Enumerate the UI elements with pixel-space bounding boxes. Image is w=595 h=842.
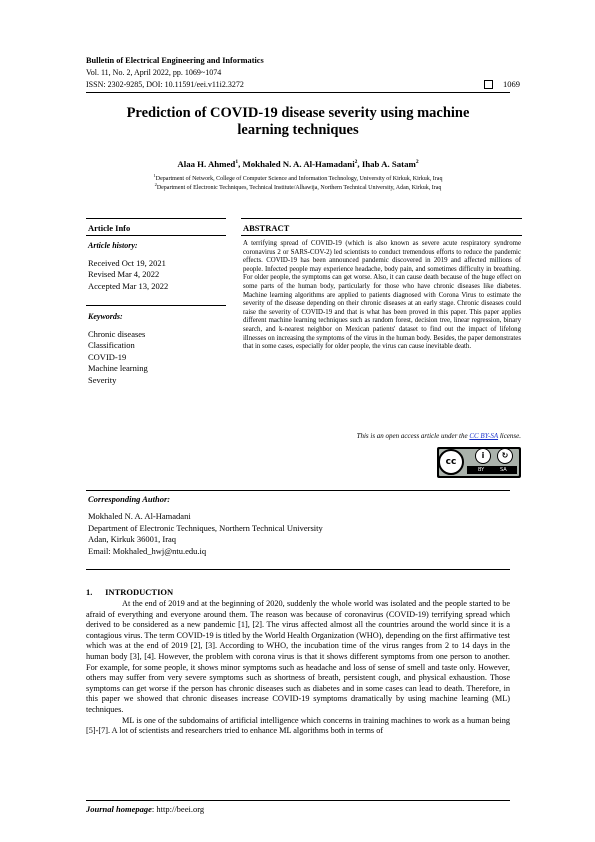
affiliation-2 <box>86 182 510 191</box>
attribution-icon: i <box>475 448 491 464</box>
received-date: Received Oct 19, 2021 <box>88 257 166 268</box>
affiliation-1 <box>86 173 510 182</box>
keyword: Classification <box>88 340 135 350</box>
keyword: Machine learning <box>88 363 148 373</box>
revised-date: Revised Mar 4, 2022 <box>88 269 160 279</box>
corresponding-dept: Department of Electronic Techniques, Northern Technical University <box>88 522 323 533</box>
issn-doi: ISSN: 2302-9285, DOI: 10.11591/eei.v11i2.3272 <box>86 80 244 89</box>
abstract-heading: ABSTRACT <box>243 223 290 233</box>
keywords-rule <box>86 305 226 306</box>
keyword: COVID-19 <box>88 351 127 362</box>
keyword: Severity <box>88 374 117 385</box>
title-line-1: Prediction of COVID-19 disease severity using machine <box>126 105 470 121</box>
corresponding-block <box>88 511 323 557</box>
corresponding-name: Mokhaled N. A. Al-Hamadani <box>88 511 191 521</box>
author-sup: 1 <box>235 159 239 166</box>
corresponding-heading: Corresponding Author: <box>88 494 171 504</box>
abstract-bottom-rule <box>86 490 510 491</box>
cc-by-sa-link[interactable]: CC BY-SA <box>469 432 499 440</box>
paper-title <box>86 105 510 139</box>
aff-text: Department of Network, College of Computer Science and Information Technology, University of Kirkuk, Kirkuk, Iraq <box>155 176 443 182</box>
volume-info: Vol. 11, No. 2, April 2022, pp. 1069~1074 <box>86 68 222 77</box>
keyword: Chronic diseases <box>88 328 146 339</box>
corresponding-rule <box>86 569 510 570</box>
abstract-text: A terrifying spread of COVID-19 (which is also known as severe acute respiratory syndrome coronavirus 2 or SARS-COV-2) led scientists to conduct tremendous efforts to reduce the pandemic effects. COVID-19 has been announced pandemic discovered in 2019 and affected millions of people. Infected people may experience headache, body pain, and sometimes difficulty in breathing. For older people, the symptoms can get worse. Also, it can cause death because of the huge effect on some parts of the human body, particularly for those who have chronic diseases like diabetes. Machine learning algorithms are applied to patients diagnosed with Corona Virus to estimate the severity of the disease depending on their chronic diseases at an early stage. Chronic diseases could raise the severity of COVID-19 and that is what has been proved in this paper. This paper applies different machine learning techniques such as random forest, decision tree, linear regression, binary search, and k-nearest neighbor on Mexican patients' dataset to find out the impact of lifelong illnesses on increasing the symptoms of the virus in the human body. Besides, the paper demonstrates that in some cases, especially for older people, the virus can cause inevitable death. <box>243 240 522 351</box>
footer-url[interactable]: : http://beei.org <box>151 804 205 814</box>
article-info-heading: Article Info <box>88 223 131 233</box>
intro-paragraph-2: ML is one of the subdomains of artificial intelligence which concerns in training machines to work as a human being [5]-[7]. A lot of scientists and researchers tried to enhance ML algorithms both in terms of <box>86 715 510 736</box>
abstract-rule <box>241 235 522 236</box>
article-info-rule <box>86 235 226 236</box>
sa-label: SA <box>500 467 507 473</box>
cc-license-badge[interactable] <box>437 447 521 478</box>
page-number: 1069 <box>503 79 520 89</box>
by-label: BY <box>478 467 485 473</box>
author-name: Alaa H. Ahmed <box>177 159 236 169</box>
oa-text-end: license. <box>498 432 521 440</box>
abstract-top-rule <box>241 218 522 219</box>
keywords-block <box>88 311 228 386</box>
journal-name: Bulletin of Electrical Engineering and Informatics <box>86 56 264 65</box>
aff-sup: 1 <box>153 173 156 178</box>
author-sup: 2 <box>415 159 419 166</box>
accepted-date: Accepted Mar 13, 2022 <box>88 280 169 291</box>
author-name: Mokhaled N. A. Al-Hamadani <box>242 159 355 169</box>
introduction-body <box>86 599 510 737</box>
badge-label-bar <box>467 466 517 474</box>
aff-text: Department of Electronic Techniques, Technical Institute/Alhawija, Northern Technical University, Adan, Kirkuk, Iraq <box>156 185 442 191</box>
intro-paragraph-1: At the end of 2019 and at the beginning of 2020, suddenly the whole world was isolated and the people started to be afraid of everything and everyone around them. The reason was because of coronavirus (COVID-19) terrifying spread which derived to be considered as a new pandemic [1], [2]. The virus affected almost all the countries around the world since it is a contagious virus. The term COVID-19 is titled by the World Health Organization (WHO), depending on the first affirmative test which was at the end of 2019 [2], [3]. According to WHO, the incubation time of the virus ranges from 2 to 14 days in the human body [3], [4]. However, the problem with corona virus is that it shows different symptoms from one person to another. For example, for some people, it shows minor symptoms such as headache and loss of sense of smell and taste only. However, others may suffer from very severe symptoms such as shortness of breath, persistent cough, and physical exhaustion. Those symptoms can get worse if the person has chronic diseases such as diabetes and in some cases can lead to death. Therefore, in this paper we showed that chronic diseases increase COVID-19 symptoms dramatically by using machine learning (ML) techniques. <box>86 599 510 714</box>
creative-commons-icon: cc <box>438 449 464 475</box>
journal-homepage <box>86 804 204 814</box>
oa-text: This is an open access article under the <box>356 432 470 440</box>
open-access-note <box>243 432 521 440</box>
author-sup: 2 <box>354 159 358 166</box>
introduction-heading: 1. INTRODUCTION <box>86 587 174 597</box>
footer-rule <box>86 800 510 801</box>
title-line-2: learning techniques <box>237 122 359 138</box>
history-heading: Article history: <box>88 241 138 250</box>
corresponding-address: Adan, Kirkuk 36001, Iraq <box>88 534 177 545</box>
article-info-top-rule <box>86 218 226 219</box>
aff-sup: 2 <box>154 182 157 187</box>
keywords-heading: Keywords: <box>88 312 123 321</box>
author-list: Alaa H. Ahmed$^1$, Mokhaled N. A. Al-Hamadani$^2$, Ihab A. Satam$^2$ <box>177 159 419 169</box>
article-history <box>88 240 228 292</box>
footer-label: Journal homepage <box>86 804 152 814</box>
author-name: Ihab A. Satam <box>361 159 416 169</box>
square-icon <box>484 80 493 89</box>
corresponding-email: Email: Mokhaled_hwj@ntu.edu.iq <box>88 545 207 556</box>
share-alike-icon: ↻ <box>497 448 513 464</box>
header-rule <box>86 92 510 93</box>
